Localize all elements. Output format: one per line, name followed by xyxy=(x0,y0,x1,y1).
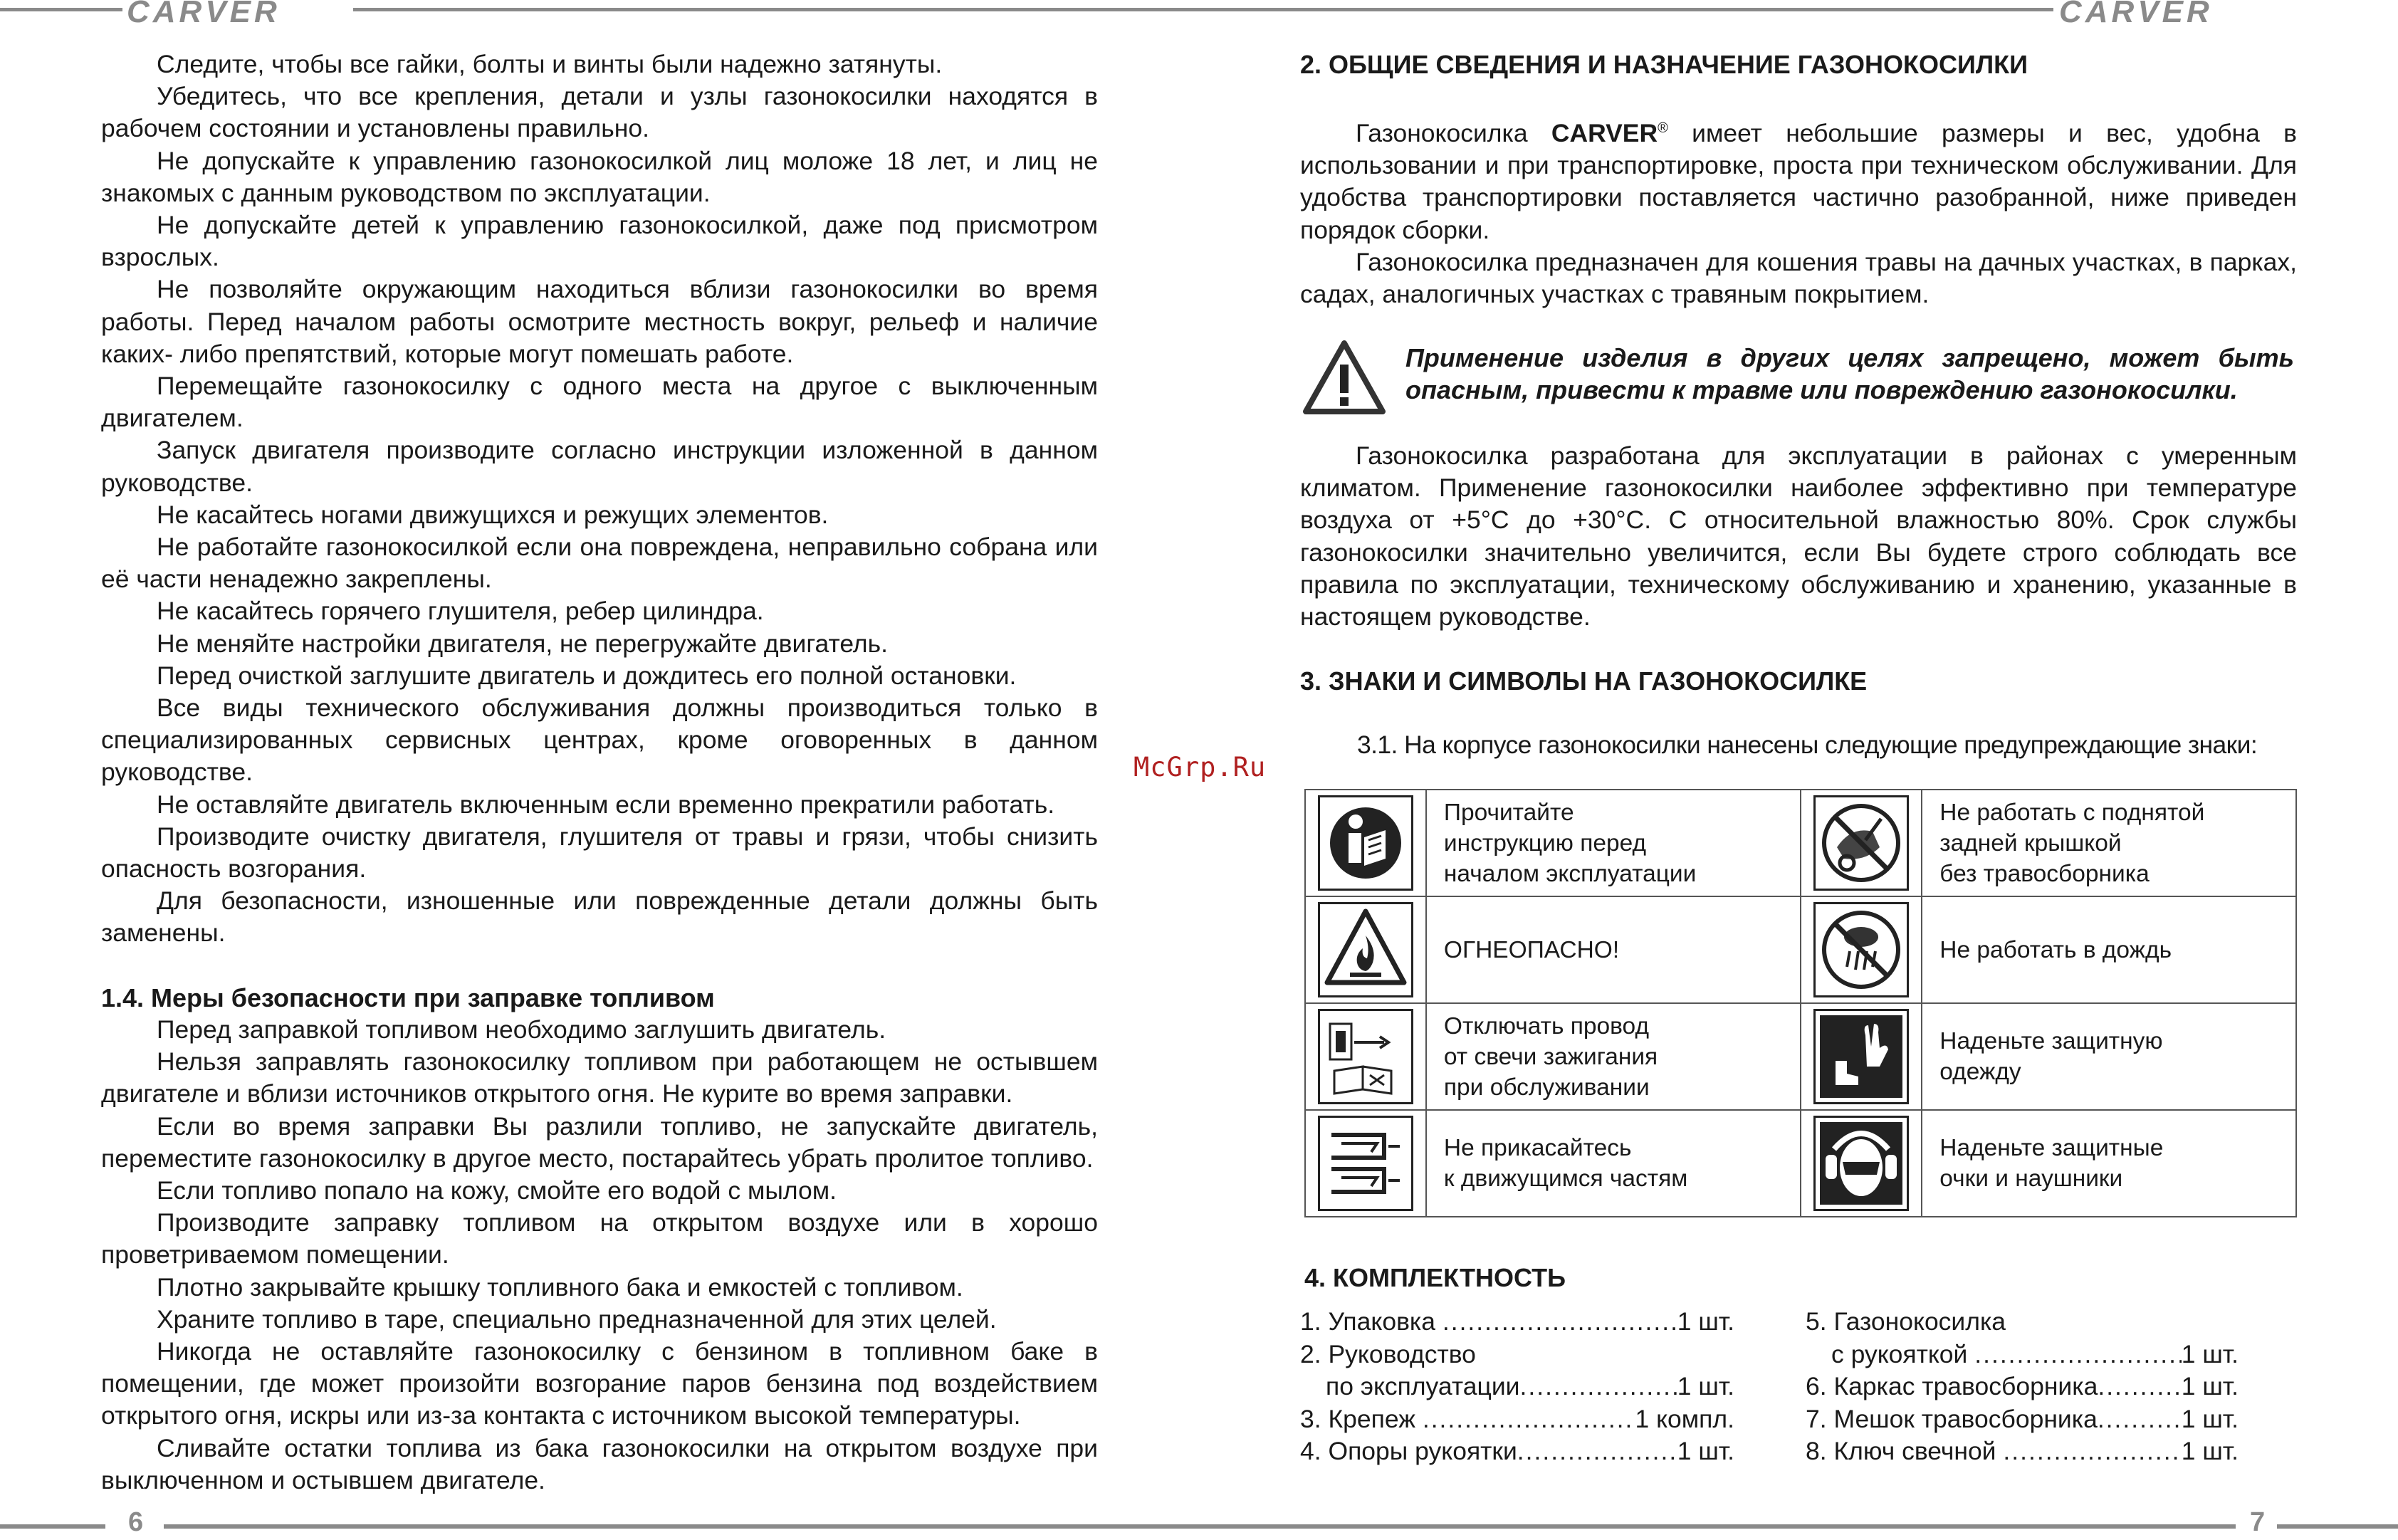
warning-triangle-icon xyxy=(1302,339,1387,417)
section-heading-3: 3. ЗНАКИ И СИМВОЛЫ НА ГАЗОНОКОСИЛКЕ xyxy=(1300,666,1868,696)
sign-text-line: ОГНЕОПАСНО! xyxy=(1443,936,1620,963)
sign-description xyxy=(1922,1003,2296,1110)
kit-item-qty: 1 шт. xyxy=(2181,1339,2239,1368)
paragraph: Не меняйте настройки двигателя, не перегружайте двигатель. xyxy=(157,629,888,658)
registered-mark: ® xyxy=(1658,120,1668,137)
sign-icon-cell xyxy=(1801,1110,1922,1217)
kit-list-right xyxy=(1806,1306,2239,1468)
sign-text-line: Наденьте защитные xyxy=(1939,1135,2164,1161)
sign-description xyxy=(1426,1110,1801,1217)
header-rule xyxy=(1199,8,2053,11)
paragraph: Не работайте газонокосилкой если она повреждена, неправильно собрана или её части ненадежно закреплены. xyxy=(101,533,1098,594)
warning-text: Применение изделия в других целях запрещено, может быть опасным, привести к травме или повреждению газонокосилки. xyxy=(1405,343,2294,404)
paragraph: Если во время заправки Вы разлили топливо, не запускайте двигатель, переместите газонокосилку в другое место, постарайтесь убрать пролитое топливо. xyxy=(101,1111,1098,1173)
sign-icon-cell xyxy=(1801,1003,1922,1110)
kit-item-name: с рукояткой xyxy=(1831,1339,1975,1368)
paragraph: Не позволяйте окружающим находиться вблизи газонокосилки во время работы. Перед началом работы осмотрите местность вокруг, рельеф и наличие каких- либо препятствий, которые могут помешать работе. xyxy=(101,275,1098,368)
kit-item xyxy=(1300,1403,1734,1436)
kit-item xyxy=(1806,1339,2239,1371)
section-2-paragraph xyxy=(1300,112,2297,246)
paragraph: Все виды технического обслуживания должны производиться только в специализированных сервисных центрах, кроме оговоренных в данном руководстве. xyxy=(101,693,1098,787)
kit-item xyxy=(1300,1371,1734,1403)
leader-dots xyxy=(2098,1371,2181,1403)
paragraph: Не касайтесь ногами движущихся и режущих элементов. xyxy=(157,500,829,529)
sign-text-line: Отключать провод xyxy=(1443,1012,1649,1039)
flammable-icon xyxy=(1318,902,1413,997)
protective-clothing-icon xyxy=(1813,1009,1909,1104)
sign-icon-cell xyxy=(1305,1003,1426,1110)
read-manual-icon xyxy=(1318,795,1413,891)
brand-logo: CARVER xyxy=(2059,0,2213,29)
signs-row xyxy=(1305,1003,2296,1110)
kit-item xyxy=(1300,1306,1734,1339)
paragraph: Производите заправку топливом на открытом воздухе или в хорошо проветриваемом помещении. xyxy=(101,1208,1098,1269)
section-heading-2: 2. ОБЩИЕ СВЕДЕНИЯ И НАЗНАЧЕНИЕ ГАЗОНОКОСИЛКИ xyxy=(1300,50,2028,79)
sign-description xyxy=(1426,790,1801,896)
goggles-earmuffs-icon xyxy=(1813,1116,1909,1211)
header-rule xyxy=(353,8,1199,11)
signs-table xyxy=(1304,789,2297,1217)
watermark: McGrp.Ru xyxy=(1133,752,1267,782)
section-2-paragraph: Газонокосилка разработана для эксплуатации в районах с умеренным климатом. Применение газонокосилки наиболее эффективно при температуре воздуха от +5°С до +30°С. С относительной влажностью 80%. Срок службы газонокосилки значительно увеличится, если Вы будете строго соблюдать все правила по эксплуатации, техническому обслуживанию и хранению, указанные в настоящем руководстве. xyxy=(1300,441,2297,632)
paragraph: Перемещайте газонокосилку с одного места на другое с выключенным двигателем. xyxy=(101,372,1098,433)
page-number: 7 xyxy=(2250,1507,2266,1537)
sign-icon-cell xyxy=(1305,896,1426,1003)
sign-text-line: инструкцию перед xyxy=(1443,829,1647,857)
sign-text-line: при обслуживании xyxy=(1443,1074,1650,1101)
kit-item-qty: 1 шт. xyxy=(2181,1372,2239,1400)
signs-row xyxy=(1305,1110,2296,1217)
brand-logo: CARVER xyxy=(127,0,281,29)
leader-dots xyxy=(2003,1435,2181,1468)
kit-item-qty: 1 шт. xyxy=(1677,1437,1734,1465)
kit-item-name: по эксплуатации xyxy=(1326,1372,1520,1400)
paragraph: Перед заправкой топливом необходимо заглушить двигатель. xyxy=(157,1015,886,1044)
right-text-column xyxy=(1300,48,2297,310)
leader-dots xyxy=(2098,1403,2182,1436)
kit-item xyxy=(1806,1371,2239,1403)
sign-description xyxy=(1426,1003,1801,1110)
sign-description xyxy=(1426,896,1801,1003)
sign-text-line: к движущимся частям xyxy=(1443,1166,1688,1192)
header-rule xyxy=(0,8,122,11)
paragraph: Для безопасности, изношенные или поврежденные детали должны быть заменены. xyxy=(101,886,1098,948)
sign-text-line: Не прикасайтесь xyxy=(1443,1135,1632,1161)
right-text-column-2 xyxy=(1300,440,2297,762)
sign-text-line: от свечи зажигания xyxy=(1443,1043,1658,1070)
signs-row xyxy=(1305,896,2296,1003)
sign-text-line: очки и наушники xyxy=(1939,1166,2123,1192)
paragraph: Если топливо попало на кожу, смойте его водой с мылом. xyxy=(157,1175,837,1205)
sign-description xyxy=(1922,896,2296,1003)
section-2-paragraph: Газонокосилка предназначен для кошения травы на дачных участках, в парках, садах, аналогичных участках с травяным покрытием. xyxy=(1300,247,2297,309)
warning-notice xyxy=(1300,335,2297,420)
kit-item xyxy=(1806,1306,2239,1339)
sign-description xyxy=(1922,1110,2296,1217)
brand-name: CARVER xyxy=(1551,119,1658,148)
kit-item-qty: 1 шт. xyxy=(2181,1404,2239,1433)
paragraph: Не касайтесь горячего глушителя, ребер цилиндра. xyxy=(157,597,764,626)
kit-item-name: 4. Опоры рукоятки xyxy=(1300,1437,1517,1465)
text: имеет небольшие размеры и вес, удобна в использовании и при транспортировке, проста при техническом обслуживании. Для удобства транспортировки поставляется частично разобранной, ниже приведен порядок сборки. xyxy=(1300,119,2298,244)
kit-list-left xyxy=(1300,1306,1734,1468)
section-heading-fuel: 1.4. Меры безопасности при заправке топливом xyxy=(101,983,715,1012)
section-heading-4: 4. КОМПЛЕКТНОСТЬ xyxy=(1304,1263,1566,1292)
no-rain-icon xyxy=(1813,902,1909,997)
moving-parts-icon xyxy=(1318,1116,1413,1211)
paragraph: Производите очистку двигателя, глушителя от травы и грязи, чтобы снизить опасность возгорания. xyxy=(101,822,1098,884)
sign-text-line: началом эксплуатации xyxy=(1443,860,1697,887)
leader-dots xyxy=(1974,1339,2181,1371)
paragraph: Не допускайте детей к управлению газонокосилкой, даже под присмотром взрослых. xyxy=(101,211,1098,272)
kit-item-qty: 1 шт. xyxy=(1677,1372,1734,1400)
signs-intro: 3.1. На корпусе газонокосилки нанесены следующие предупреждающие знаки: xyxy=(1357,730,2258,760)
paragraph: Храните топливо в таре, специально предназначенной для этих целей. xyxy=(157,1304,997,1334)
paragraph: Убедитесь, что все крепления, детали и узлы газонокосилки находятся в рабочем состоянии и установлены правильно. xyxy=(101,82,1098,143)
kit-item-name: 1. Упаковка xyxy=(1300,1307,1443,1336)
kit-item-qty: 1 шт. xyxy=(2181,1437,2239,1465)
kit-item-name: 6. Каркас травосборника xyxy=(1806,1372,2098,1400)
paragraph: Никогда не оставляйте газонокосилку с бензином в топливном баке в помещении, где может произойти возгорание паров бензина под воздействием открытого огня, искры или из-за контакта с источником высокой температуры. xyxy=(101,1336,1098,1430)
sign-description xyxy=(1922,790,2296,896)
kit-item-name: 2. Руководство xyxy=(1300,1339,1476,1368)
kit-heading-wrap xyxy=(1304,1262,2016,1294)
kit-item-qty: 1 компл. xyxy=(1635,1404,1734,1433)
leader-dots xyxy=(1443,1306,1677,1339)
sign-text-line: без травосборника xyxy=(1939,860,2150,887)
paragraph: Перед очисткой заглушите двигатель и дождитесь его полной остановки. xyxy=(157,661,1017,690)
kit-item xyxy=(1300,1339,1734,1371)
paragraph: Следите, чтобы все гайки, болты и винты были надежно затянуты. xyxy=(157,50,943,78)
kit-item-name: 8. Ключ свечной xyxy=(1806,1437,2004,1465)
kit-item-qty: 1 шт. xyxy=(1677,1307,1734,1336)
kit-item-name: 3. Крепеж xyxy=(1300,1404,1423,1433)
left-text-column xyxy=(101,48,1098,1497)
paragraph: Плотно закрывайте крышку топливного бака и емкостей с топливом. xyxy=(157,1272,963,1301)
leader-dots xyxy=(1517,1435,1677,1468)
signs-row xyxy=(1305,790,2296,896)
leader-dots xyxy=(1519,1371,1677,1403)
kit-item xyxy=(1806,1435,2239,1468)
paragraph: Не оставляйте двигатель включенным если временно прекратили работать. xyxy=(157,790,1055,819)
sign-icon-cell xyxy=(1801,790,1922,896)
sign-icon-cell xyxy=(1305,1110,1426,1217)
paragraph: Нельзя заправлять газонокосилку топливом при работающем не остывшем двигателе и вблизи источников открытого огня. Не курите во время заправки. xyxy=(101,1047,1098,1109)
spark-plug-disconnect-icon xyxy=(1318,1009,1413,1104)
paragraph: Не допускайте к управлению газонокосилкой лиц моложе 18 лет, и лиц не знакомых с данным руководством по эксплуатации. xyxy=(101,146,1098,207)
sign-text-line: Не работать в дождь xyxy=(1939,936,2172,963)
kit-item xyxy=(1806,1403,2239,1436)
footer-rule xyxy=(164,1524,1199,1529)
paragraph: Запуск двигателя производите согласно инструкции изложенной в данном руководстве. xyxy=(101,436,1098,497)
sign-text-line: Прочитайте xyxy=(1443,799,1574,826)
sign-icon-cell xyxy=(1305,790,1426,896)
footer-rule xyxy=(2277,1524,2398,1529)
kit-item-name: 7. Мешок травосборника xyxy=(1806,1404,2098,1433)
kit-item xyxy=(1300,1435,1734,1468)
sign-icon-cell xyxy=(1801,896,1922,1003)
sign-text-line: Наденьте защитную xyxy=(1939,1028,2163,1054)
sign-text-line: задней крышкой xyxy=(1939,829,2122,857)
sign-text-line: одежду xyxy=(1939,1059,2021,1085)
paragraph: Сливайте остатки топлива из бака газонокосилки на открытом воздухе при выключенном и остывшем двигателе. xyxy=(101,1433,1098,1494)
kit-item-name: 5. Газонокосилка xyxy=(1806,1307,2006,1336)
footer-rule xyxy=(0,1524,105,1529)
text: Газонокосилка xyxy=(1356,119,1551,148)
leader-dots xyxy=(1423,1403,1635,1436)
sign-text-line: Не работать с поднятой xyxy=(1939,799,2205,826)
footer-rule xyxy=(1199,1524,2236,1529)
page-number: 6 xyxy=(128,1507,144,1537)
no-raised-cover-icon xyxy=(1813,795,1909,891)
